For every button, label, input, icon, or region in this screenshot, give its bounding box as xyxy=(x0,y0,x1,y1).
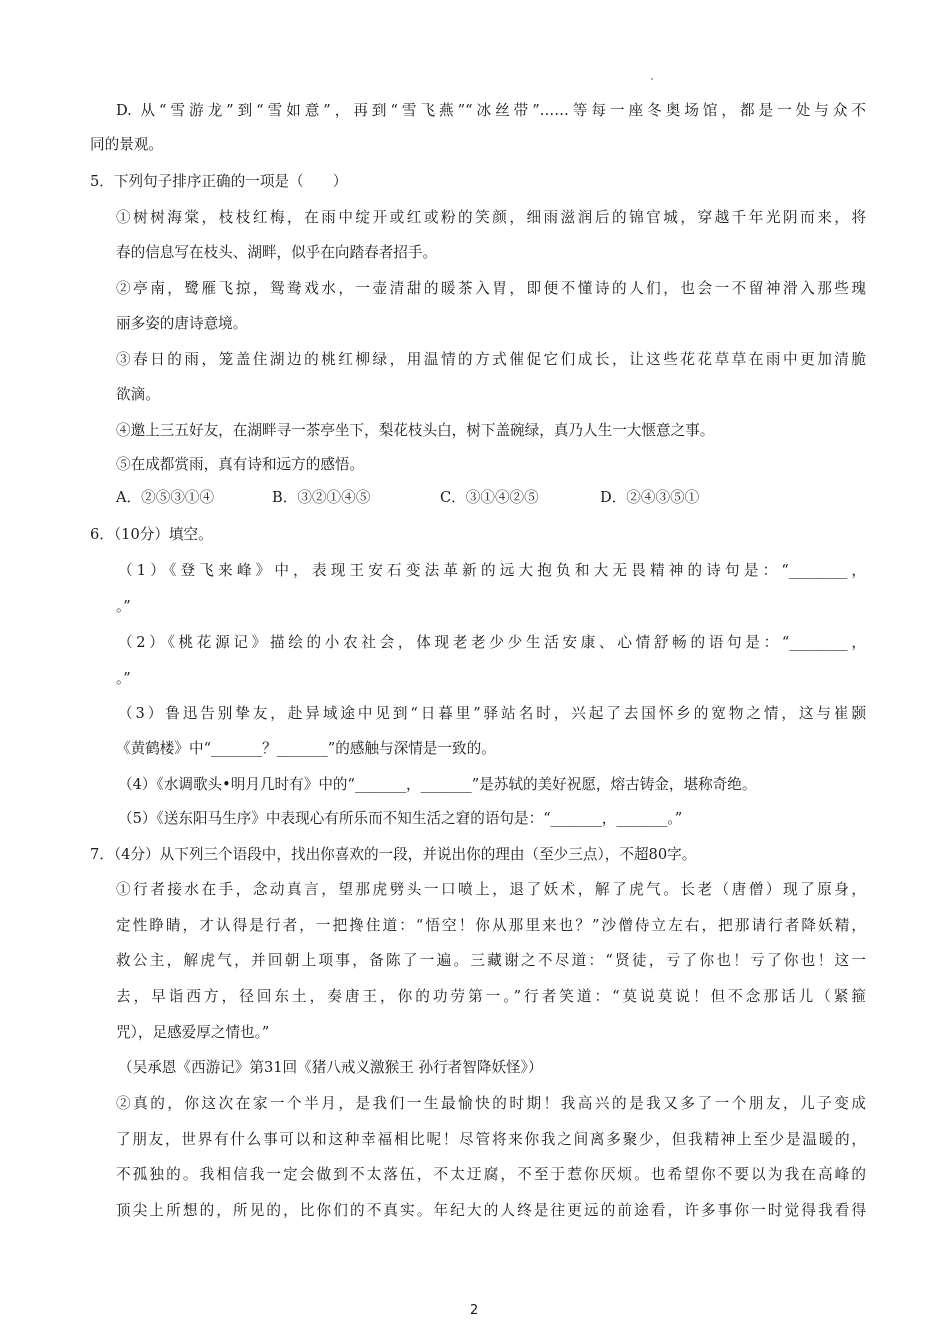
q7-passage-1-line-4: 去，早诣西方，径回东土，奏唐王，你的功劳第一。”行者笑道：“莫说莫说！但不念那话儿（紧箍 xyxy=(116,988,866,1005)
q5-sentence-1-line-1: ①树树海棠，枝枝红梅，在雨中绽开或红或粉的笑颜，细雨滋润后的锦官城，穿越千年光阴而来，将 xyxy=(116,209,866,226)
q7-passage-2-line-1: ②真的，你这次在家一个半月，是我们一生最愉快的时期！我高兴的是我又多了一个朋友，儿子变成 xyxy=(116,1095,866,1112)
q7-passage-1-source: （吴承恩《西游记》第31回《猪八戒义激猴王 孙行者智降妖怪》） xyxy=(118,1059,543,1076)
q5-sentence-4: ④邀上三五好友，在湖畔寻一茶亭坐下，梨花枝头白，树下盖碗绿，真乃人生一大惬意之事。 xyxy=(116,422,715,439)
q5-sentence-5: ⑤在成都赏雨，真有诗和远方的感悟。 xyxy=(116,456,365,473)
q7-passage-2-line-4: 顶尖上所想的，所见的，比你们的不真实。年纪大的人终是往更远的前途看，许多事你一时觉得我看得 xyxy=(116,1202,866,1219)
q7-passage-2-line-3: 不孤独的。我相信我一定会做到不太落伍，不太迂腐，不至于惹你厌烦。也希望你不要以为我在高峰的 xyxy=(116,1166,866,1183)
q6-item-4: （4）《水调歌头•明月几时有》中的“_______，_______”是苏轼的美好祝愿，熔古铸金，堪称奇绝。 xyxy=(118,776,757,793)
q6-item-3-cont: 《黄鹤楼》中“_______？_______”的感触与深情是一致的。 xyxy=(116,740,496,757)
q5-sentence-2-line-2: 丽多姿的唐诗意境。 xyxy=(116,315,248,332)
q6-item-1: （1）《登飞来峰》中，表现王安石变法革新的远大抱负和大无畏精神的诗句是：“________， xyxy=(118,562,866,579)
scan-speck xyxy=(651,78,653,80)
question-5-stem: 5．下列句子排序正确的一项是（ ） xyxy=(90,173,348,190)
q6-item-2: （2）《桃花源记》描绘的小农社会，体现老老少少生活安康、心情舒畅的语句是：“________， xyxy=(118,634,866,651)
q6-item-1-cont: 。” xyxy=(116,598,131,615)
question-6-stem: 6．（10分）填空。 xyxy=(90,526,213,543)
q7-passage-1-line-5: 咒），足感爱厚之情也。” xyxy=(116,1024,270,1041)
question-7-stem: 7．（4分）从下列三个语段中，找出你喜欢的一段，并说出你的理由（至少三点），不超80字。 xyxy=(90,846,697,863)
q7-passage-1-line-2: 定性睁睛，才认得是行者，一把搀住道：“悟空！你从那里来也？”沙僧侍立左右，把那请行者降妖精， xyxy=(116,917,866,934)
page-number: 2 xyxy=(470,1303,479,1318)
q5-option-d: D．②④③⑤① xyxy=(600,489,700,506)
option-d-line-1: D. 从“雪游龙”到“雪如意”，再到“雪飞燕”“冰丝带”……等每一座冬奥场馆，都是一处与众不 xyxy=(116,102,866,119)
q5-option-c: C．③①④②⑤ xyxy=(440,489,539,506)
q5-sentence-3-line-2: 欲滴。 xyxy=(116,386,160,403)
q7-passage-1-line-1: ①行者接水在手，念动真言，望那虎劈头一口喷上，退了妖术，解了虎气。长老（唐僧）现了原身， xyxy=(116,881,866,898)
q6-item-5: （5）《送东阳马生序》中表现心有所乐而不知生活之窘的语句是：“_______，_______。” xyxy=(118,810,683,827)
q7-passage-2-line-2: 了朋友，世界有什么事可以和这种幸福相比呢！尽管将来你我之间离多聚少，但我精神上至少是温暖的， xyxy=(116,1131,866,1148)
q5-sentence-1-line-2: 春的信息写在枝头、湖畔，似乎在向踏春者招手。 xyxy=(116,244,438,261)
question-5-options xyxy=(116,488,736,508)
q6-item-2-cont: 。” xyxy=(116,670,131,687)
q5-option-b: B．③②①④⑤ xyxy=(272,489,371,506)
option-d-line-2: 同的景观。 xyxy=(90,136,163,153)
q5-option-a: A．②⑤③①④ xyxy=(116,489,215,506)
q6-item-3: （3）鲁迅告别挚友，赴异域途中见到“日暮里”驿站名时，兴起了去国怀乡的宽物之情，这与崔颢 xyxy=(118,705,866,722)
q5-sentence-2-line-1: ②亭南，鹭雁飞掠，鸳鸯戏水，一壶清甜的暖茶入胃，即便不懂诗的人们，也会一不留神滑入那些瑰 xyxy=(116,280,866,297)
q5-sentence-3-line-1: ③春日的雨，笼盖住湖边的桃红柳绿，用温情的方式催促它们成长，让这些花花草草在雨中更加清脆 xyxy=(116,351,866,368)
q7-passage-1-line-3: 救公主，解虎气，并回朝上项事，备陈了一遍。三藏谢之不尽道：“贤徒，亏了你也！亏了你也！这一 xyxy=(116,952,866,969)
